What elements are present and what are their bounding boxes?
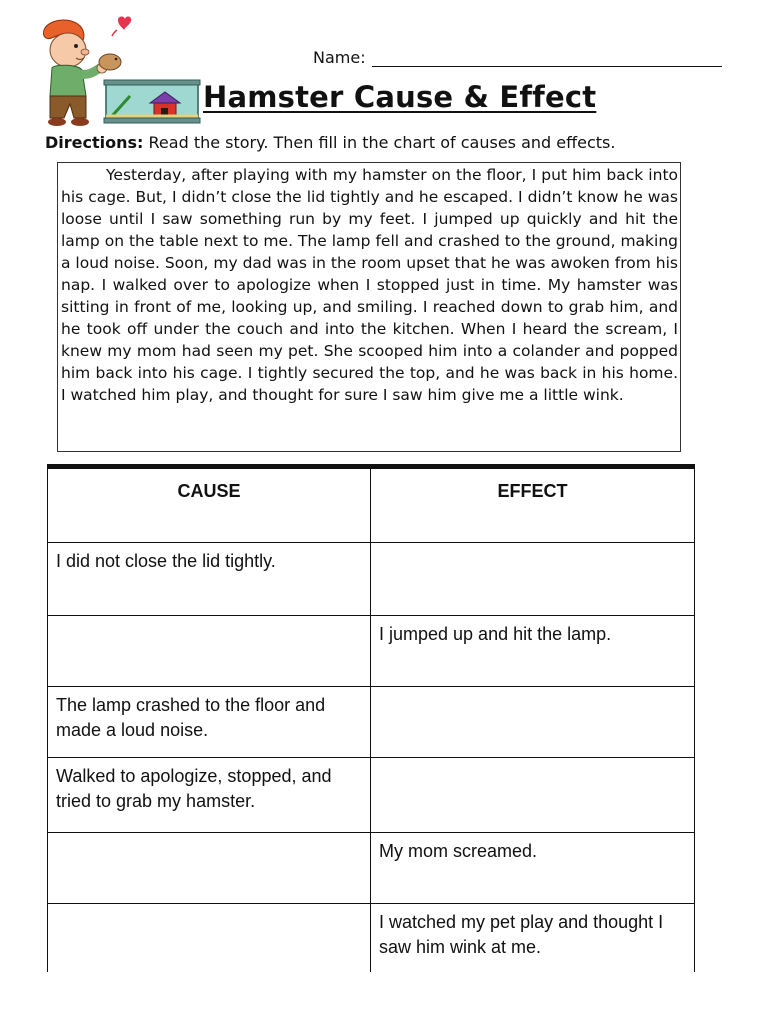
cause-cell[interactable] bbox=[48, 833, 371, 904]
name-label: Name: bbox=[313, 48, 366, 67]
chart-row bbox=[48, 687, 695, 758]
cause-cell[interactable]: I did not close the lid tightly. bbox=[48, 543, 371, 616]
effect-cell[interactable]: My mom screamed. bbox=[371, 833, 695, 904]
story-box: Yesterday, after playing with my hamster on the floor, I put him back into his cage. But, I didn’t close the lid tightly and he escaped. I didn’t know he was loose until I saw something run by my feet. I jumped up quickly and hit the lamp on the table next to me. The lamp fell and crashed to the ground, making a loud noise. Soon, my dad was in the room upset that he was awoken from his nap. I walked over to apologize when I stopped just in time. My hamster was sitting in front of me, looking up, and smiling. I reached down to grab him, and he took off under the couch and into the kitchen. When I heard the scream, I knew my mom had seen my pet. She scooped him into a colander and popped him back into his cage. I tightly secured the top, and he was back in his home. I watched him play, and thought for sure I saw him give me a little wink. bbox=[57, 162, 681, 452]
cause-cell[interactable] bbox=[48, 616, 371, 687]
effect-cell[interactable] bbox=[371, 758, 695, 833]
cause-header: CAUSE bbox=[48, 467, 371, 543]
effect-cell[interactable] bbox=[371, 687, 695, 758]
directions bbox=[45, 133, 615, 152]
effect-header: EFFECT bbox=[371, 467, 695, 543]
cause-cell[interactable]: The lamp crashed to the floor and made a loud noise. bbox=[48, 687, 371, 758]
chart-row bbox=[48, 758, 695, 833]
directions-text: Read the story. Then fill in the chart of causes and effects. bbox=[143, 133, 616, 152]
cause-cell[interactable] bbox=[48, 904, 371, 973]
name-blank-line[interactable] bbox=[372, 50, 722, 67]
page-title: Hamster Cause & Effect bbox=[203, 80, 597, 114]
chart-row bbox=[48, 833, 695, 904]
directions-label: Directions: bbox=[45, 133, 144, 152]
chart-row bbox=[48, 904, 695, 973]
chart-row bbox=[48, 616, 695, 687]
effect-cell[interactable]: I jumped up and hit the lamp. bbox=[371, 616, 695, 687]
chart-row bbox=[48, 543, 695, 616]
boy-holding-hamster-with-cage-icon bbox=[30, 12, 202, 130]
chart-header-row bbox=[48, 467, 695, 543]
name-field-row bbox=[313, 48, 722, 67]
cause-effect-chart bbox=[47, 464, 695, 972]
effect-cell[interactable] bbox=[371, 543, 695, 616]
cause-cell[interactable]: Walked to apologize, stopped, and tried to grab my hamster. bbox=[48, 758, 371, 833]
effect-cell[interactable]: I watched my pet play and thought I saw him wink at me. bbox=[371, 904, 695, 973]
